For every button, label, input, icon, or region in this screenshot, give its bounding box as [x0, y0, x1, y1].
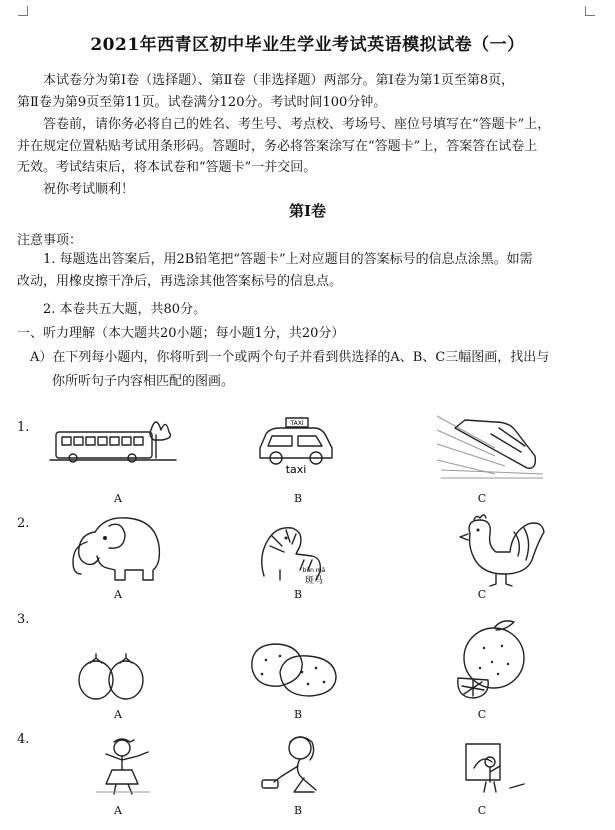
notes-heading: 注意事项：: [17, 233, 83, 248]
option-label: A: [114, 492, 122, 505]
girl-dancing-icon: [88, 734, 158, 796]
option-label: B: [293, 492, 303, 505]
intro-text: 祝你考试顺利！: [43, 182, 135, 197]
intro-paragraph-2: [17, 114, 589, 179]
zebra-icon: [256, 516, 336, 586]
tomatoes-icon: [76, 648, 148, 702]
intro-text: 第Ⅱ卷为第9页至第11页。试卷满分120分。考试时间100分钟。: [17, 94, 387, 110]
intro-text: 并在规定位置粘贴考试用条形码。答题时，务必将答案涂写在“答题卡”上，答案答在试卷上: [17, 138, 538, 154]
girl-phone-icon: [254, 732, 340, 798]
option-label: A: [114, 588, 122, 601]
taxi-caption: taxi: [285, 463, 307, 475]
option-label: C: [477, 588, 487, 601]
option-label: C: [477, 492, 487, 505]
intro-text: 本试卷分为第Ⅰ卷（选择题）、第Ⅱ卷（非选择题）两部分。第Ⅰ卷为第1页至第8页，: [43, 73, 515, 88]
note-2: 2. 本卷共五大题，共80分。: [43, 302, 207, 317]
intro-paragraph-3: [17, 179, 589, 201]
option-label: C: [477, 708, 487, 721]
taxi-sign: TAXI: [290, 420, 304, 427]
bus-icon: [48, 410, 178, 470]
question-number: 1.: [17, 420, 30, 435]
note-text: 改动，用橡皮擦干净后，再选涂其他答案标号的信息点。: [17, 273, 343, 289]
question-number: 4.: [17, 732, 30, 747]
question-number: 2.: [17, 516, 30, 531]
option-label: B: [293, 588, 303, 601]
option-label: B: [293, 804, 303, 817]
elephant-icon: [65, 512, 170, 584]
part1-heading: 一、听力理解（本大题共20小题；每小题1分，共20分）: [17, 326, 345, 341]
child-drawing-icon: [462, 740, 530, 796]
intro-paragraph-1: [17, 70, 589, 113]
intro-text: 无效。考试结束后，将本试卷和“答题卡”一并交回。: [17, 160, 317, 175]
option-label: B: [293, 708, 303, 721]
taxi-icon: [254, 410, 338, 475]
option-label: C: [477, 804, 487, 817]
potatoes-icon: [246, 632, 342, 702]
intro-text: 答卷前，请你务必将自己的姓名、考生号、考点校、考场号、座位号填写在“答题卡”上，: [43, 117, 551, 132]
corner-mark-left: [18, 6, 28, 16]
rooster-icon: [452, 512, 548, 588]
option-label: A: [114, 804, 122, 817]
note-text: 1. 每题选出答案后，用2B铅笔把“答题卡”上对应题目的答案标号的信息点涂黑。如需: [43, 252, 533, 267]
part1-instruction: A）在下列每小题内，你将听到一个或两个句子并看到供选择的A、B、C三幅图画，找出与: [30, 350, 550, 365]
question-number: 3.: [17, 612, 30, 627]
orange-icon: [444, 616, 540, 702]
part1-instruction: 你所听句子内容相匹配的图画。: [52, 374, 235, 389]
corner-mark-right: [585, 6, 595, 16]
zebra-hanzi: 斑马: [304, 576, 324, 586]
section-title: 第Ⅰ卷: [288, 202, 327, 220]
note-1: [17, 249, 589, 292]
option-label: A: [114, 708, 122, 721]
train-icon: [435, 408, 545, 480]
zebra-pinyin: bān mǎ: [302, 567, 326, 574]
page-title: 2021年西青区初中毕业生学业考试英语模拟试卷（一）: [90, 35, 525, 55]
